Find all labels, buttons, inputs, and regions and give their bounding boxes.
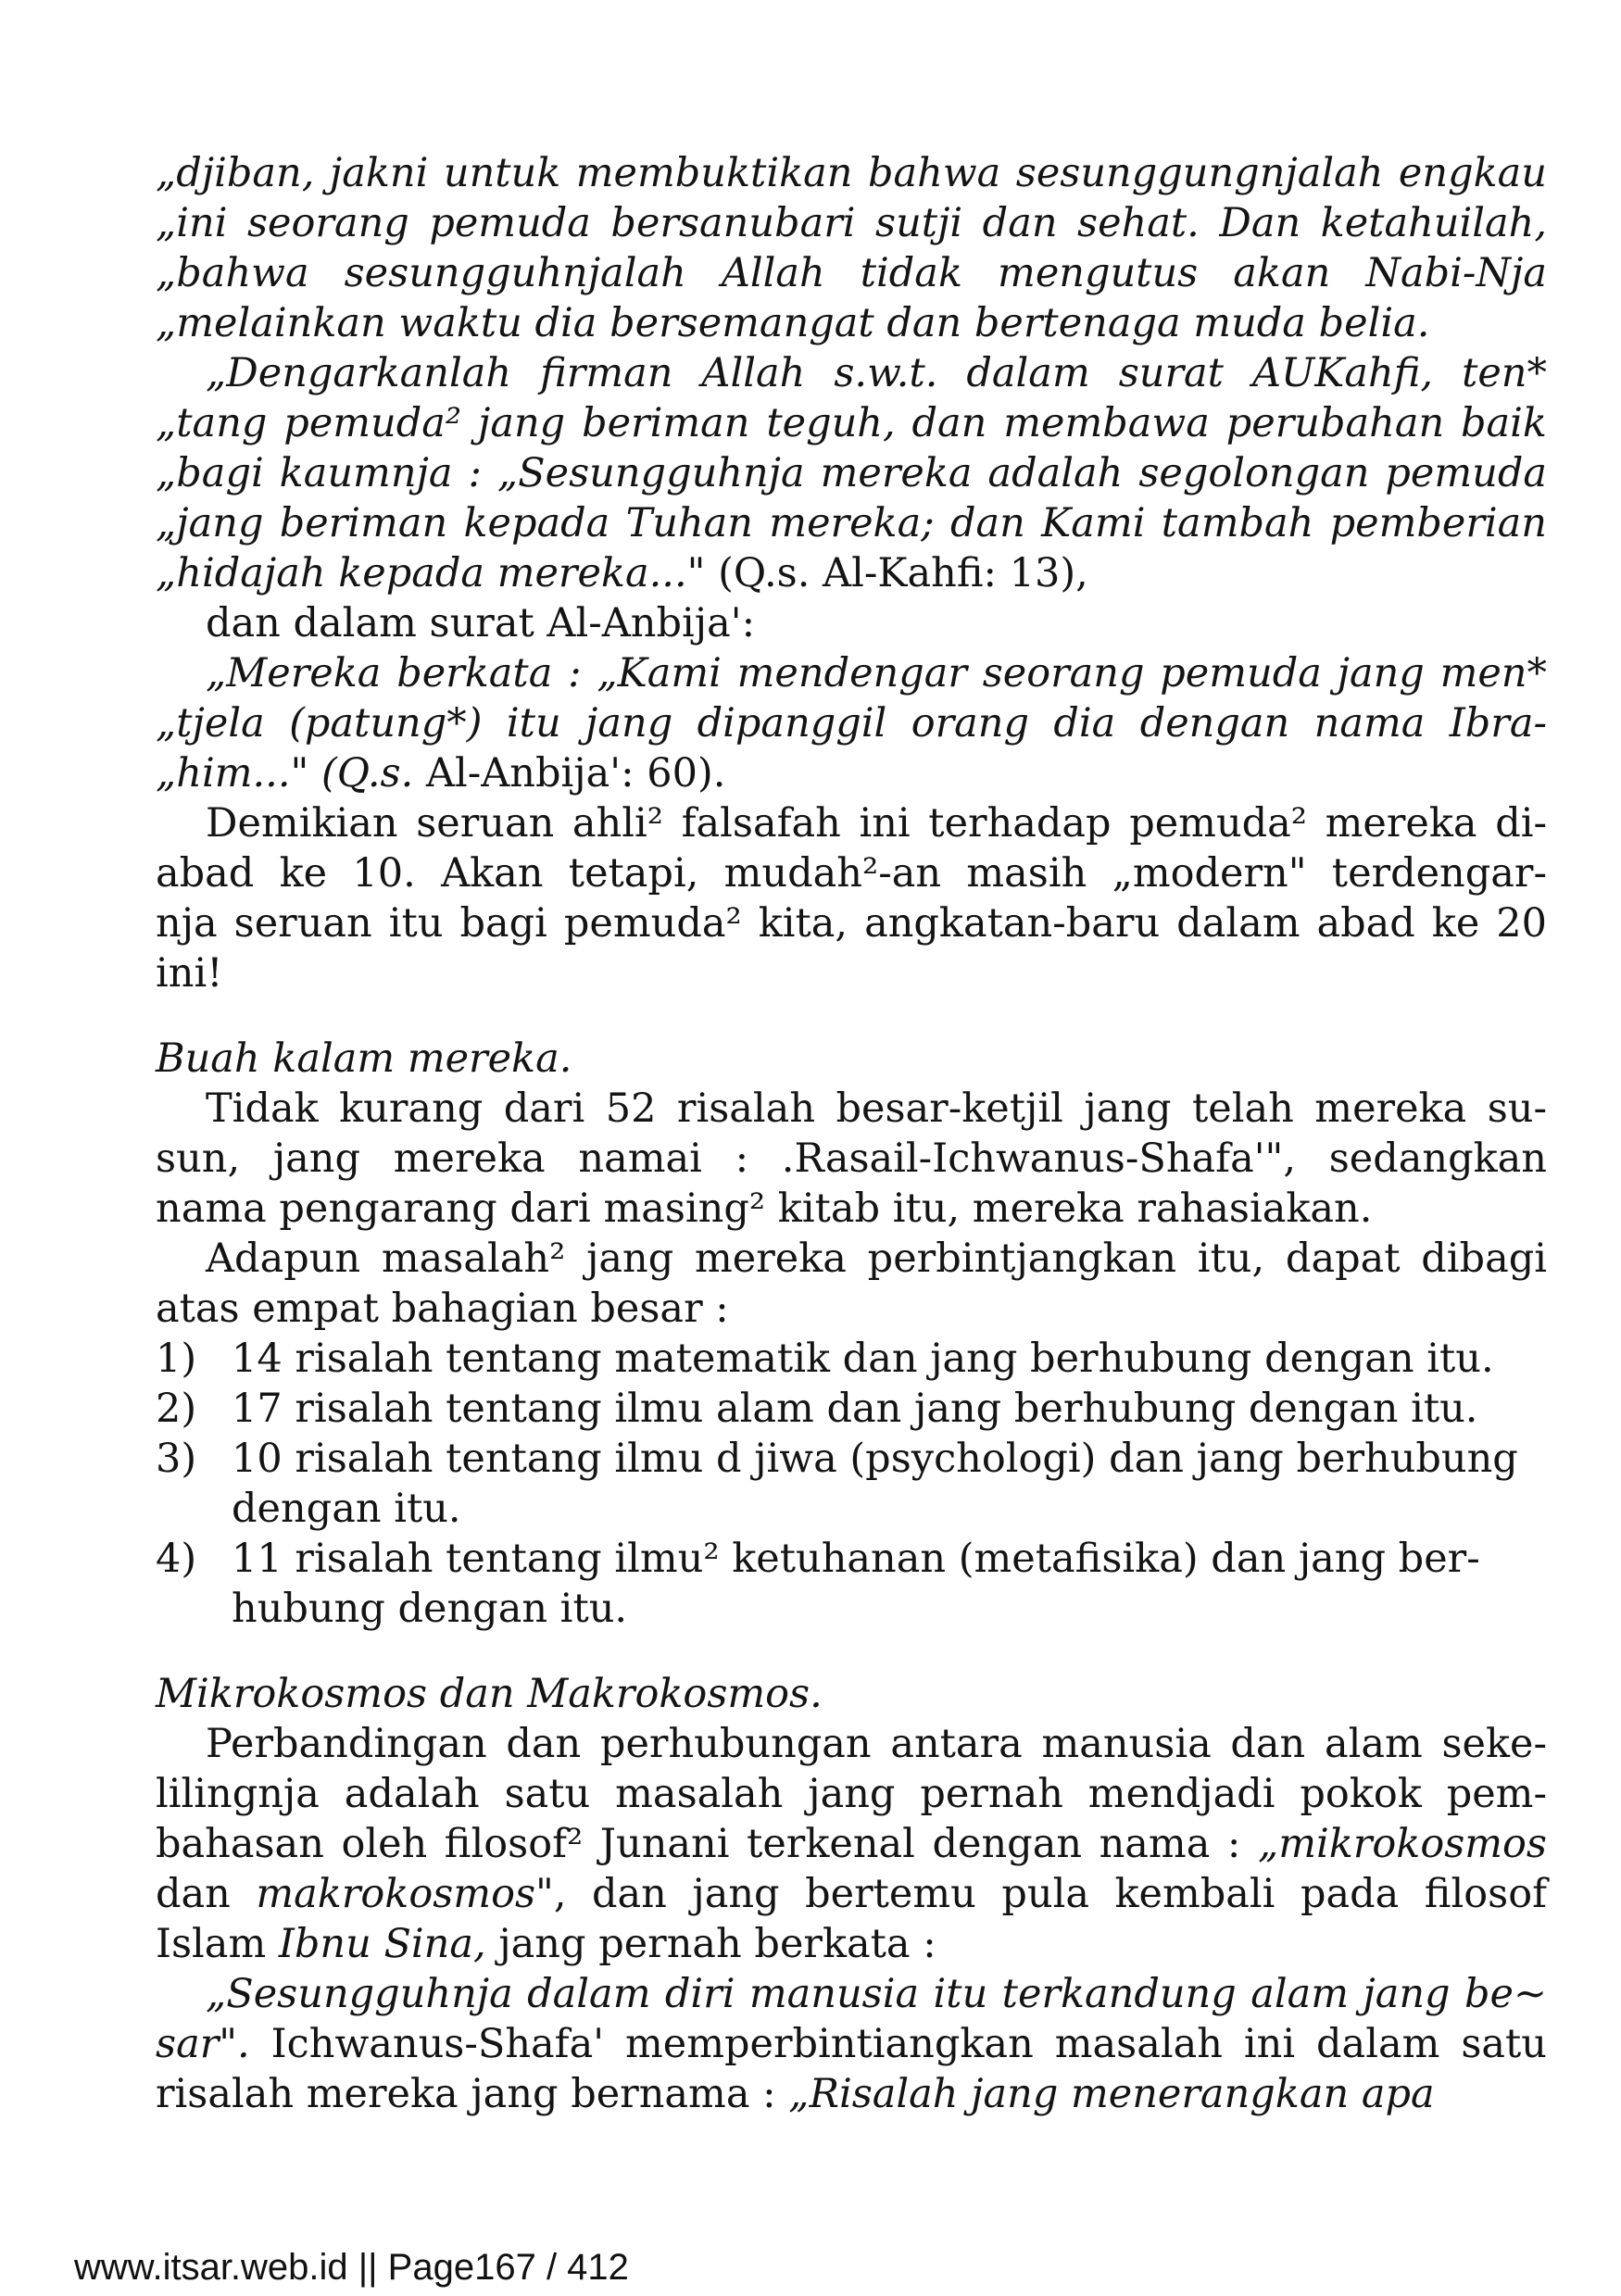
list-item (156, 1384, 1547, 1434)
text-line: atas empat bahagian besar : (156, 1286, 729, 1332)
text-line: „Mereka berkata : „Kami mendengar seorang pemuda jang men* (206, 650, 1547, 696)
text-run-italic: sar". (156, 2021, 250, 2067)
citation-ref: Al-Anbija': 60). (413, 750, 726, 797)
section-heading-buah-kalam: Buah kalam mereka. (156, 1035, 572, 1082)
text-line: nja seruan itu bagi pemuda² kita, angkatan-baru dalam abad ke 20 (156, 900, 1547, 947)
text-line: 14 risalah tentang matematik dan jang berhubung dengan itu. (232, 1336, 1494, 1382)
text-line: „bagi kaumnja : „Sesungguhnja mereka adalah segolongan pemuda (156, 450, 1547, 496)
list-item (156, 1434, 1547, 1534)
text-run-italic: makrokosmos (256, 1871, 536, 1917)
text-line: nama pengarang dari masing² kitab itu, mereka rahasiakan. (156, 1186, 1373, 1232)
text-run: jang pernah berkata : (485, 1921, 936, 1967)
text-run: Ichwanus-Shafa' memperbintiangkan masalah ini dalam satu (249, 2021, 1547, 2067)
text-line: Tidak kurang dari 52 risalah besar-ketjil jang telah mereka su- (206, 1085, 1547, 1132)
text-line: abad ke 10. Akan tetapi, mudah²-an masih „modern" terdengar- (156, 850, 1547, 897)
citation-ref: " (Q.s. Al-Kahfi: 13), (686, 550, 1088, 596)
text-line (156, 748, 1547, 798)
text-line (156, 548, 1547, 598)
text-line: dan dalam surat Al-Anbija': (206, 600, 756, 646)
text-line: „ini seorang pemuda bersanubari sutji dan sehat. Dan ketahuilah, (156, 200, 1547, 246)
paragraph-quote-kahfi (156, 348, 1547, 598)
text-line: Adapun masalah² jang mereka perbintjangkan itu, dapat dibagi (206, 1236, 1547, 1282)
text-line: 17 risalah tentang ilmu alam dan jang berhubung dengan itu. (232, 1386, 1478, 1432)
text-line: 10 risalah tentang ilmu d jiwa (psychologi) dan jang berhubung (232, 1436, 1518, 1482)
paragraph-risalah (156, 1084, 1547, 1234)
list-item (156, 1334, 1547, 1384)
text-line: Perbandingan dan perhubungan antara manusia dan alam seke- (206, 1721, 1547, 1767)
paragraph-perbandingan (156, 1719, 1547, 1969)
list-text (232, 1334, 1547, 1384)
spacer (156, 1634, 1547, 1669)
text-run: bahasan oleh filosof² Junani terkenal dengan nama : (156, 1821, 1258, 1867)
text-line: Demikian seruan ahli² falsafah ini terhadap pemuda² mereka di- (206, 800, 1547, 847)
paragraph-demikian (156, 798, 1547, 998)
text-line: dengan itu. (232, 1486, 461, 1532)
text-line: „melainkan waktu dia bersemangat dan bertenaga muda belia. (156, 300, 1430, 346)
text-line: „Sesungguhnja dalam diri manusia itu terkandung alam jang be~ (206, 1971, 1547, 2017)
text-run: dan (156, 1871, 257, 1917)
list-number: 3) (156, 1436, 197, 1482)
list-number: 2) (156, 1386, 197, 1432)
section-heading-mikrokosmos: Mikrokosmos dan Makrokosmos. (156, 1671, 823, 1717)
text-line: „tang pemuda² jang beriman teguh, dan membawa perubahan baik (156, 400, 1547, 446)
paragraph-quote-anbija (156, 648, 1547, 798)
text-line: ini! (156, 950, 223, 997)
list-number: 1) (156, 1336, 197, 1382)
paragraph-sesungguhnja (156, 1969, 1547, 2119)
text-line: hubung dengan itu. (232, 1586, 628, 1632)
text-line: „Dengarkanlah firman Allah s.w.t. dalam surat AUKahfi, ten* (206, 350, 1547, 396)
text-line: sun, jang mereka namai : .Rasail-Ichwanus-Shafa'", sedangkan (156, 1135, 1547, 1182)
citation-italic: „hidajah kepada mereka... (156, 550, 687, 596)
risalah-list (156, 1334, 1547, 1634)
text-line (156, 1919, 1547, 1969)
list-text (232, 1434, 1547, 1534)
paragraph-masalah (156, 1234, 1547, 1334)
text-line: „jang beriman kepada Tuhan mereka; dan Kami tambah pemberian (156, 500, 1547, 546)
spacer (156, 998, 1547, 1034)
page-body (156, 148, 1547, 2119)
text-run-italic: „Risalah jang menerangkan apa (788, 2071, 1435, 2117)
text-line: „djiban, jakni untuk membuktikan bahwa sesunggungnjalah engkau (156, 150, 1547, 196)
text-line (156, 2069, 1547, 2119)
text-line (156, 1869, 1547, 1919)
list-text (232, 1534, 1547, 1634)
text-line: „tjela (patung*) itu jang dipanggil orang dia dengan nama Ibra- (156, 700, 1547, 747)
list-text (232, 1384, 1547, 1434)
list-item (156, 1534, 1547, 1634)
text-run-italic: „mikrokosmos (1257, 1821, 1547, 1867)
text-line: „bahwa sesungguhnjalah Allah tidak mengutus akan Nabi-Nja (156, 250, 1547, 296)
citation-italic: „him..." (Q.s. (156, 750, 414, 797)
paragraph-quote-1 (156, 148, 1547, 348)
text-line: lilingnja adalah satu masalah jang pernah mendjadi pokok pem- (156, 1771, 1547, 1817)
text-run: risalah mereka jang bernama : (156, 2071, 789, 2117)
list-number: 4) (156, 1536, 197, 1582)
text-run: Islam (156, 1921, 279, 1967)
text-line (156, 1819, 1547, 1869)
text-run-italic: Ibnu Sina, (278, 1921, 486, 1967)
page-footer: www.itsar.web.id || Page167 / 412 (74, 2247, 629, 2288)
text-line (156, 2019, 1547, 2069)
text-run: ", dan jang bertemu pula kembali pada filosof (535, 1871, 1547, 1917)
text-line: 11 risalah tentang ilmu² ketuhanan (metafisika) dan jang ber- (232, 1536, 1480, 1582)
